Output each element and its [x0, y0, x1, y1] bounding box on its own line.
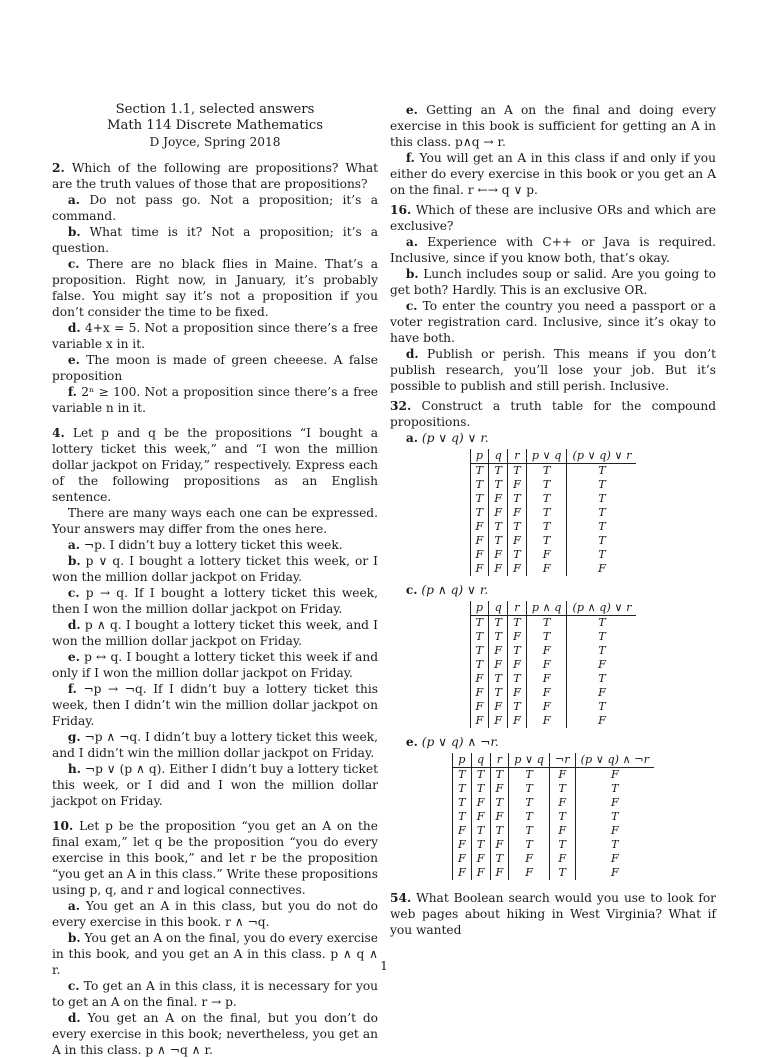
table-cell: F [610, 768, 619, 781]
paragraph-q54 [390, 890, 716, 938]
table-row [470, 534, 636, 548]
truth-table-block-c [390, 582, 716, 734]
table-cell: F [490, 838, 509, 852]
paragraph-q2f [52, 384, 378, 416]
item-label: d. [67, 618, 81, 632]
table-cell: F [526, 548, 567, 562]
paragraph-text: ¬p. I didn’t buy a lottery ticket this week. [83, 538, 343, 552]
paragraph-text: You get an A in this class, but you do not do every exercise in this book. r ∧ ¬q. [52, 899, 379, 929]
table-cell: T [508, 548, 527, 562]
table-cell: F [508, 506, 527, 520]
table-cell: T [489, 672, 508, 686]
paragraph-text: You will get an A in this class if and only if you either do every exercise in this book or you get an A on the final. r ←→ q ∨ p. [390, 151, 716, 197]
page-number: 1 [380, 959, 388, 973]
paragraph-text: Publish or perish. This means if you don’t publish research, you’ll lose your job. But it’s possible to publish and still perish. Inclusive. [390, 347, 716, 393]
paragraph-q4 [52, 425, 378, 505]
table-cell: F [490, 810, 509, 824]
table-row [470, 616, 636, 631]
table-row [470, 562, 636, 576]
table-cell: F [470, 562, 489, 576]
paragraph-text: p ∨ q. I bought a lottery ticket this week, or I won the million dollar jackpot on Friday. [52, 554, 378, 584]
table-cell: F [526, 686, 567, 700]
table-cell: T [470, 644, 489, 658]
item-label: f. [405, 151, 415, 165]
table-cell: T [452, 796, 471, 810]
paragraph-q2a [52, 192, 378, 224]
paragraph-q16 [390, 202, 716, 234]
table-cell: F [489, 658, 508, 672]
paragraph-q16a [390, 234, 716, 266]
table-cell: T [598, 534, 606, 547]
table-cell: F [509, 852, 550, 866]
table-cell: F [526, 562, 567, 576]
table-cell: F [452, 866, 471, 880]
table-row [470, 548, 636, 562]
table-cell: F [526, 700, 567, 714]
table-cell: F [490, 782, 509, 796]
table-row [470, 672, 636, 686]
paragraph-text: p → q. If I bought a lottery ticket this week, then I won the million dollar jackpot on Friday. [52, 586, 378, 616]
table-cell: T [489, 534, 508, 548]
truth-table-block-a [390, 430, 716, 582]
table-cell: T [508, 700, 527, 714]
paragraph-q4h [52, 761, 378, 809]
truth-table-block-e [390, 734, 716, 886]
item-label: a. [67, 193, 80, 207]
paragraph-q4f [52, 681, 378, 729]
table-cell: F [598, 658, 606, 671]
table-caption [390, 734, 716, 750]
paragraph-text: Let p be the proposition “you get an A on the final exam,” let q be the proposition “you do every exercise in this book,” and let r be the proposition “you get an A in this class.” Write these propositions using p, q, and r and logical connectives. [52, 819, 378, 897]
table-row [470, 492, 636, 506]
table-cell: F [470, 700, 489, 714]
header-cell: (p ∨ q) ∧ ¬r [575, 753, 654, 768]
header-cell: r [490, 753, 509, 768]
paragraph-q2e [52, 352, 378, 384]
paragraph-text: What time is it? Not a proposition; it’s a question. [52, 225, 379, 255]
table-cell: F [470, 520, 489, 534]
table-cell: T [526, 506, 567, 520]
table-cell: F [509, 866, 550, 880]
question-number: 10. [52, 819, 74, 833]
item-label: e. [405, 103, 418, 117]
table-cell: T [549, 838, 575, 852]
table-row [470, 714, 636, 728]
paragraph-text: ¬p ∧ ¬q. I didn’t buy a lottery ticket this week, and I didn’t win the million dollar jackpot on Friday. [52, 730, 379, 760]
table-caption [390, 430, 716, 446]
table-cell: T [490, 768, 509, 783]
item-label: c. [405, 583, 418, 597]
table-cell: T [470, 616, 489, 631]
header-cell: p ∧ q [526, 601, 567, 616]
table-header-row [470, 449, 636, 464]
question-number: 54. [390, 891, 412, 905]
paragraph-text: 2ⁿ ≥ 100. Not a proposition since there’s a free variable n in it. [52, 385, 378, 415]
item-label: d. [67, 1011, 81, 1025]
table-cell: F [526, 658, 567, 672]
table-cell: F [610, 866, 619, 879]
table-cell: T [598, 644, 606, 657]
table-cell: F [508, 534, 527, 548]
table-cell: T [611, 838, 619, 851]
item-label: f. [67, 385, 77, 399]
paragraph-text: You get an A on the final, but you don’t do every exercise in this book; nevertheless, you get an A in this class. p ∧ ¬q ∧ r. [52, 1011, 378, 1057]
paragraph-q4g [52, 729, 378, 761]
item-label: f. [67, 682, 77, 696]
table-cell: T [489, 616, 508, 631]
table-cell: F [549, 796, 575, 810]
table-row [470, 464, 636, 479]
item-label: h. [67, 762, 81, 776]
paragraph-text: There are many ways each one can be expressed. Your answers may differ from the ones here. [52, 506, 378, 536]
table-cell: T [526, 478, 567, 492]
table-cell: T [508, 464, 527, 479]
table-cell: T [508, 644, 527, 658]
item-label: c. [67, 979, 80, 993]
truth-table [452, 753, 654, 880]
item-label: d. [67, 321, 81, 335]
table-cell: F [489, 506, 508, 520]
table-row [452, 866, 654, 880]
truth-table [470, 449, 637, 576]
item-label: c. [67, 257, 80, 271]
table-cell: F [470, 548, 489, 562]
table-row [470, 700, 636, 714]
item-label: a. [405, 431, 418, 445]
table-cell: F [452, 852, 471, 866]
page-title: Section 1.1, selected answers [115, 102, 315, 117]
item-label: b. [67, 931, 81, 945]
item-label: e. [67, 650, 80, 664]
table-row [452, 838, 654, 852]
paragraph-text: Experience with C++ or Java is required. Inclusive, since if you know both, that’s okay. [390, 235, 716, 265]
paragraph-q4intro [52, 505, 378, 537]
table-row [452, 782, 654, 796]
item-label: b. [405, 267, 419, 281]
table-cell: F [598, 562, 606, 575]
paragraph-text: 4+x = 5. Not a proposition since there’s a free variable x in it. [52, 321, 378, 351]
table-cell: T [471, 768, 490, 783]
table-cell: F [471, 796, 490, 810]
table-cell: F [489, 562, 508, 576]
table-caption [390, 582, 716, 598]
paragraph-text: Let p and q be the propositions “I bought a lottery ticket this week,” and “I won the million dollar jackpot on Friday,” respectively. Express each of the following propositions as an English sentence. [52, 426, 379, 504]
table-row [470, 658, 636, 672]
table-cell: T [508, 520, 527, 534]
item-label: g. [67, 730, 81, 744]
paragraph-q2d [52, 320, 378, 352]
paragraph-q10d [52, 1010, 378, 1058]
table-cell: F [508, 714, 527, 728]
item-label: a. [405, 235, 418, 249]
table-cell: F [471, 810, 490, 824]
paragraph-q4c [52, 585, 378, 617]
paragraph-text: ¬p ∨ (p ∧ q). Either I didn’t buy a lottery ticket this week, or I did and I won the million dollar jackpot on Friday. [52, 762, 378, 808]
table-row [470, 506, 636, 520]
table-cell: T [526, 534, 567, 548]
table-cell: T [489, 686, 508, 700]
table-cell: T [509, 796, 550, 810]
table-cell: T [470, 630, 489, 644]
paragraph-text: Which of these are inclusive ORs and which are exclusive? [390, 203, 716, 233]
table-cell: T [508, 492, 527, 506]
table-row [470, 686, 636, 700]
header-cell: p [470, 449, 489, 464]
table-cell: T [611, 782, 619, 795]
paragraph-q10 [52, 818, 378, 898]
paragraph-text: Construct a truth table for the compound propositions. [390, 399, 716, 429]
question-number: 16. [390, 203, 412, 217]
table-cell: T [509, 768, 550, 783]
paragraph-q16c [390, 298, 716, 346]
table-cell: T [471, 824, 490, 838]
paragraph-q4d [52, 617, 378, 649]
table-cell: F [489, 644, 508, 658]
table-cell: T [489, 478, 508, 492]
table-cell: F [610, 796, 619, 809]
paragraph-q16d [390, 346, 716, 394]
table-row [452, 824, 654, 838]
table-expression: (p ∨ q) ∨ r. [421, 431, 489, 445]
paragraph-q32 [390, 398, 716, 430]
table-row [470, 478, 636, 492]
table-cell: F [489, 492, 508, 506]
table-cell: F [452, 824, 471, 838]
paragraph-text: You get an A on the final, you do every exercise in this book, and you get an A in this class. p ∧ q ∧ r. [52, 931, 379, 977]
header-cell: p ∨ q [526, 449, 567, 464]
table-cell: T [452, 782, 471, 796]
paragraph-text: To get an A in this class, it is necessary for you to get an A on the final. r → p. [52, 979, 379, 1009]
course-title: Math 114 Discrete Mathematics [106, 118, 324, 133]
item-label: d. [405, 347, 419, 361]
header-cell: q [489, 449, 508, 464]
paragraph-q2b [52, 224, 378, 256]
table-cell: F [470, 686, 489, 700]
table-cell: T [508, 616, 527, 631]
right-column [390, 102, 716, 938]
paragraph-q4b [52, 553, 378, 585]
item-label: e. [67, 353, 80, 367]
table-cell: T [470, 478, 489, 492]
table-cell: F [489, 548, 508, 562]
header-cell: ¬r [549, 753, 575, 768]
table-row [452, 768, 654, 783]
table-cell: T [526, 630, 567, 644]
table-cell: F [508, 562, 527, 576]
table-cell: F [526, 672, 567, 686]
document-header [52, 102, 378, 150]
header-cell: r [508, 601, 527, 616]
right-body [390, 102, 716, 938]
paragraph-q2 [52, 160, 378, 192]
item-label: a. [67, 899, 80, 913]
header-cell: r [508, 449, 527, 464]
table-cell: T [598, 506, 606, 519]
table-row [470, 630, 636, 644]
header-cell: q [489, 601, 508, 616]
paragraph-text: Which of the following are propositions? What are the truth values of those that are propositions? [52, 161, 379, 191]
table-cell: F [549, 768, 575, 783]
table-cell: T [526, 464, 567, 479]
table-row [452, 852, 654, 866]
item-label: e. [405, 735, 418, 749]
table-cell: F [526, 714, 567, 728]
table-cell: T [598, 700, 606, 713]
table-cell: T [470, 492, 489, 506]
table-cell: T [526, 492, 567, 506]
paragraph-q2c [52, 256, 378, 320]
table-cell: F [489, 714, 508, 728]
table-cell: T [490, 796, 509, 810]
table-cell: T [509, 810, 550, 824]
header-cell: (p ∨ q) ∨ r [567, 449, 637, 464]
table-cell: F [470, 672, 489, 686]
spacer [52, 809, 378, 818]
table-header-row [452, 753, 654, 768]
table-cell: T [598, 630, 606, 643]
table-cell: F [489, 700, 508, 714]
table-cell: F [598, 714, 606, 727]
table-cell: F [470, 534, 489, 548]
table-cell: F [549, 824, 575, 838]
item-label: b. [67, 554, 81, 568]
table-row [452, 796, 654, 810]
table-cell: F [508, 478, 527, 492]
table-cell: T [470, 464, 489, 479]
paragraph-text: There are no black flies in Maine. That’s a proposition. Right now, in January, it’s probably false. You might say it’s not a proposition if you don’t consider the time to be fixed. [52, 257, 379, 319]
table-cell: T [598, 464, 606, 477]
paragraph-q10f [390, 150, 716, 198]
table-cell: T [526, 520, 567, 534]
table-row [470, 520, 636, 534]
spacer [52, 416, 378, 425]
table-row [470, 644, 636, 658]
header-cell: p [470, 601, 489, 616]
paragraph-text: Do not pass go. Not a proposition; it’s a command. [52, 193, 379, 223]
table-cell: T [598, 520, 606, 533]
table-expression: (p ∨ q) ∧ ¬r. [421, 735, 499, 749]
table-cell: T [598, 672, 606, 685]
table-expression: (p ∧ q) ∨ r. [421, 583, 489, 597]
table-cell: T [598, 548, 606, 561]
table-cell: T [490, 852, 509, 866]
table-cell: F [598, 686, 606, 699]
paragraph-q4e [52, 649, 378, 681]
table-cell: T [489, 520, 508, 534]
paragraph-q4a [52, 537, 378, 553]
table-header-row [470, 601, 636, 616]
table-cell: F [471, 852, 490, 866]
paragraph-text: p ↔ q. I bought a lottery ticket this week if and only if I won the million dollar jackpot on Friday. [52, 650, 379, 680]
table-cell: T [471, 838, 490, 852]
table-cell: T [526, 616, 567, 631]
table-cell: F [610, 824, 619, 837]
header-cell: p ∨ q [509, 753, 550, 768]
table-cell: F [508, 686, 527, 700]
left-column [52, 102, 378, 1058]
table-cell: T [490, 824, 509, 838]
table-cell: T [508, 672, 527, 686]
table-cell: T [470, 506, 489, 520]
table-cell: T [549, 782, 575, 796]
table-cell: F [610, 852, 619, 865]
table-cell: T [549, 810, 575, 824]
table-cell: T [598, 616, 606, 629]
paragraph-q10a [52, 898, 378, 930]
table-row [452, 810, 654, 824]
table-cell: F [508, 658, 527, 672]
table-cell: T [452, 768, 471, 783]
paragraph-text: Getting an A on the final and doing every exercise in this book is sufficient for getting an A in this class. p∧q → r. [390, 103, 717, 149]
table-cell: T [471, 782, 490, 796]
table-cell: T [470, 658, 489, 672]
question-number: 2. [52, 161, 65, 175]
table-cell: F [508, 630, 527, 644]
paragraph-q10e [390, 102, 716, 150]
table-cell: T [509, 838, 550, 852]
table-cell: T [549, 866, 575, 880]
left-body [52, 160, 378, 1058]
header-cell: q [471, 753, 490, 768]
item-label: c. [67, 586, 80, 600]
paragraph-q10c [52, 978, 378, 1010]
paragraph-q16b [390, 266, 716, 298]
table-cell: F [471, 866, 490, 880]
table-cell: T [489, 630, 508, 644]
table-cell: F [526, 644, 567, 658]
table-cell: F [470, 714, 489, 728]
paragraph-text: To enter the country you need a passport or a voter registration card. Inclusive, since it’s okay to have both. [390, 299, 716, 345]
header-cell: p [452, 753, 471, 768]
table-cell: F [452, 838, 471, 852]
table-cell: T [509, 824, 550, 838]
paragraph-text: What Boolean search would you use to look for web pages about hiking in West Virginia? What if you wanted [390, 891, 716, 937]
item-label: c. [405, 299, 418, 313]
table-cell: F [490, 866, 509, 880]
table-cell: T [598, 492, 606, 505]
table-cell: T [489, 464, 508, 479]
question-number: 32. [390, 399, 412, 413]
table-cell: F [549, 852, 575, 866]
header-cell: (p ∧ q) ∨ r [567, 601, 637, 616]
question-number: 4. [52, 426, 65, 440]
paragraph-text: Lunch includes soup or salid. Are you going to get both? Hardly. This is an exclusive OR. [390, 267, 717, 297]
table-cell: T [611, 810, 619, 823]
paragraph-text: ¬p → ¬q. If I didn’t buy a lottery ticket this week, then I didn’t win the million dollar jackpot on Friday. [52, 682, 379, 728]
truth-table [470, 601, 637, 728]
item-label: a. [67, 538, 80, 552]
author-line: D Joyce, Spring 2018 [149, 135, 281, 149]
item-label: b. [67, 225, 81, 239]
table-cell: T [452, 810, 471, 824]
paragraph-text: The moon is made of green cheeese. A false proposition [52, 353, 379, 383]
table-cell: T [598, 478, 606, 491]
table-cell: T [509, 782, 550, 796]
paragraph-text: p ∧ q. I bought a lottery ticket this week, and I won the million dollar jackpot on Friday. [52, 618, 379, 648]
